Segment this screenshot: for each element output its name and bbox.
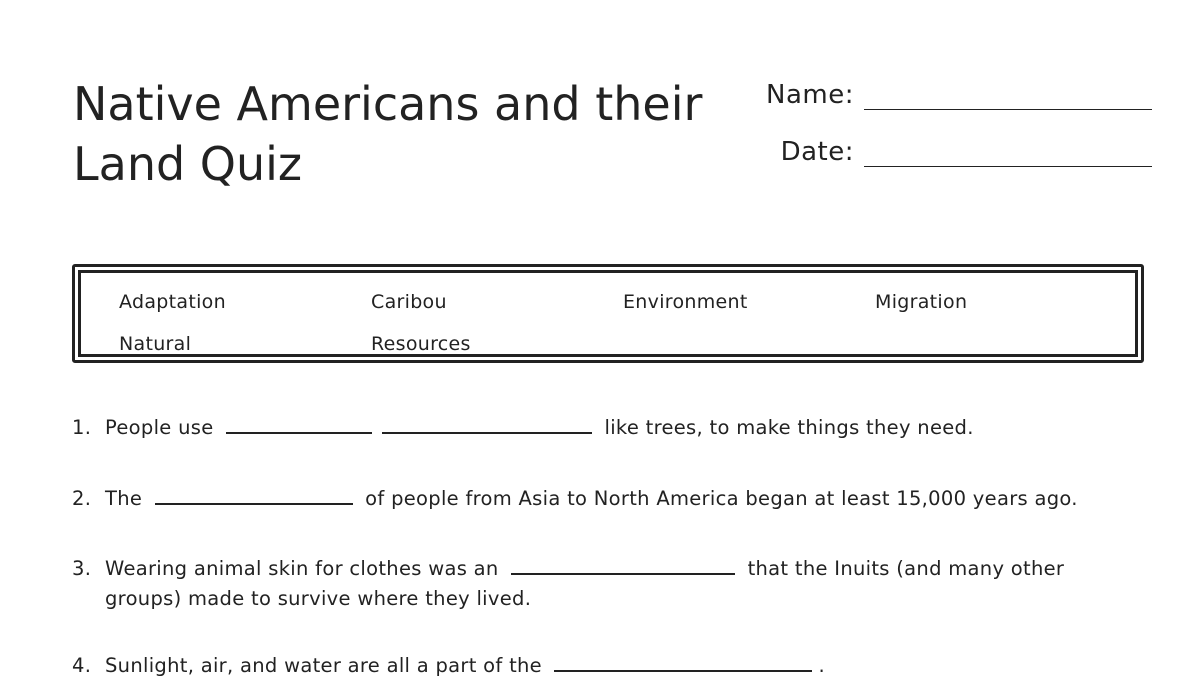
question-text: People use [105,416,214,439]
question-number: 4. [72,654,92,677]
word-bank-item: Migration [875,291,968,313]
question-text: Sunlight, air, and water are all a part of the [105,654,542,677]
question-text: groups) made to survive where they lived. [105,587,532,610]
answer-blank[interactable] [511,555,735,575]
question-3 [72,554,1112,614]
quiz-title: Native Americans and their Land Quiz [73,77,703,191]
question-number: 3. [72,557,92,580]
answer-blank[interactable] [226,414,372,434]
word-bank-item: Caribou [371,291,447,313]
question-1 [72,413,1112,443]
question-4 [72,651,1112,681]
date-field [781,137,1152,167]
question-text: . [818,654,825,677]
question-text: that the Inuits (and many other [747,557,1065,580]
name-input-line[interactable] [864,85,1152,110]
word-bank [72,264,1144,363]
answer-blank[interactable] [382,414,592,434]
question-2 [72,484,1112,514]
word-bank-item: Environment [623,291,748,313]
question-text: The [105,487,143,510]
date-label: Date: [780,137,854,167]
question-text: like trees, to make things they need. [604,416,974,439]
answer-blank[interactable] [155,485,353,505]
answer-blank[interactable] [554,652,812,672]
word-bank-item: Resources [371,333,471,355]
name-label: Name: [766,80,854,110]
date-input-line[interactable] [864,142,1152,167]
name-field [766,80,1152,110]
question-text: of people from Asia to North America began at least 15,000 years ago. [365,487,1078,510]
word-bank-item: Adaptation [119,291,226,313]
word-bank-item: Natural [119,333,192,355]
question-number: 1. [72,416,92,439]
question-text: Wearing animal skin for clothes was an [105,557,499,580]
question-number: 2. [72,487,92,510]
